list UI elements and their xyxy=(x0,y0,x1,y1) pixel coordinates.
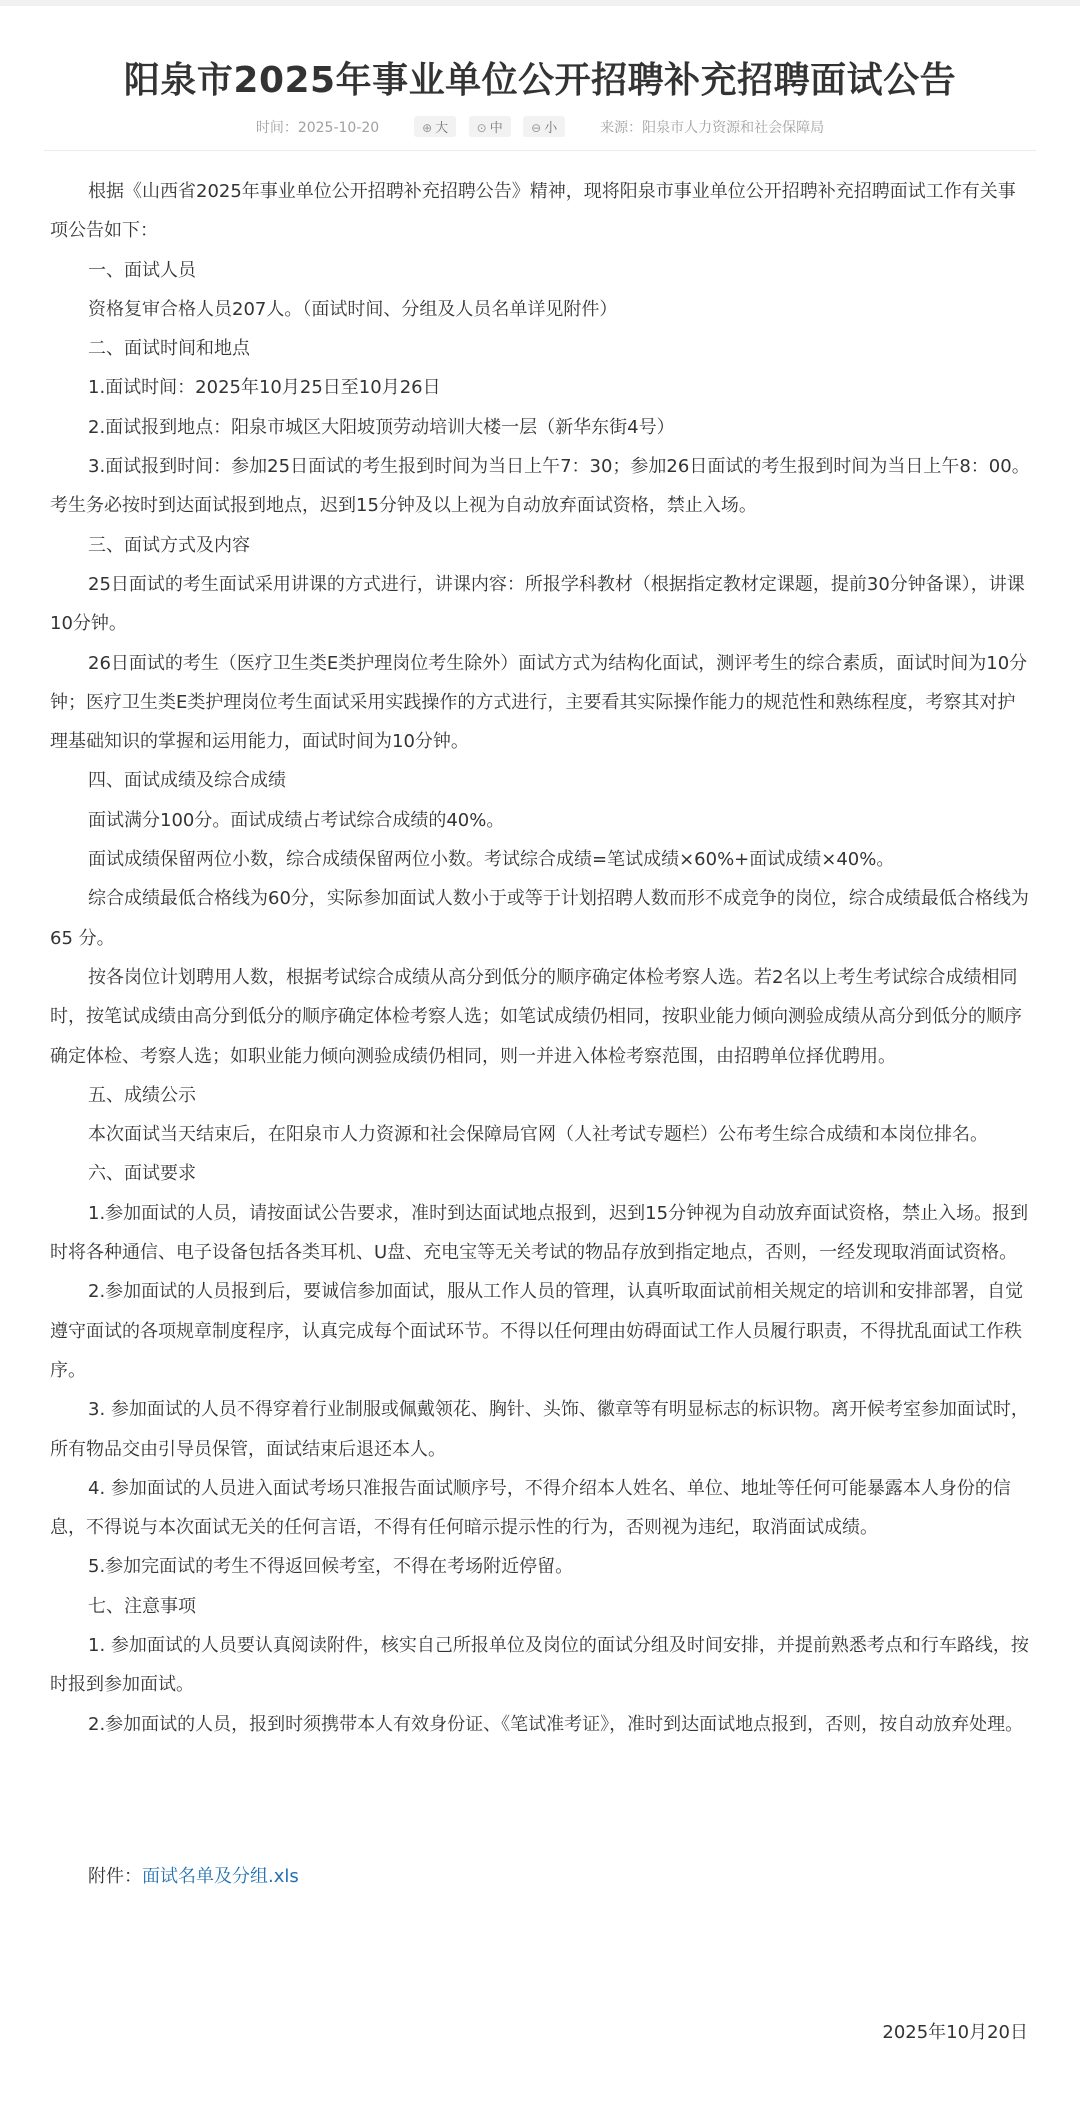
source-label: 来源： xyxy=(600,120,643,136)
paragraph: 2.参加面试的人员报到后，要诚信参加面试，服从工作人员的管理，认真听取面试前相关规定的培训和安排部署，自觉遵守面试的各项规章制度程序，认真完成每个面试环节。不得以任何理由妨碍面试工作人员履行职责，不得扰乱面试工作秩序。 xyxy=(50,1281,1024,1381)
font-size-large-label: 大 xyxy=(435,121,449,136)
paragraph: 3.面试报到时间：参加25日面试的考生报到时间为当日上午7：30；参加26日面试的考生报到时间为当日上午8：00。考生务必按时到达面试报到地点，迟到15分钟及以上视为自动放弃面试资格，禁止入场。 xyxy=(50,456,1030,517)
time-label: 时间： xyxy=(255,120,298,136)
font-size-medium-button[interactable] xyxy=(469,116,511,137)
attachment-row xyxy=(88,1862,299,1888)
time-value: 2025-10-20 xyxy=(297,120,380,136)
section-heading: 五、成绩公示 xyxy=(88,1084,196,1106)
section-heading: 七、注意事项 xyxy=(88,1595,196,1617)
attachment-link[interactable]: 面试名单及分组.xls xyxy=(142,1866,299,1887)
paragraph: 5.参加完面试的考生不得返回候考室，不得在考场附近停留。 xyxy=(88,1556,574,1578)
zoom-in-icon: ⊕ xyxy=(422,121,433,135)
section-heading: 二、面试时间和地点 xyxy=(88,338,250,360)
paragraph: 2.面试报到地点：阳泉市城区大阳坡顶劳动培训大楼一层（新华东街4号） xyxy=(88,416,675,438)
paragraph: 面试成绩保留两位小数，综合成绩保留两位小数。考试综合成绩=笔试成绩×60%+面试成绩×40%。 xyxy=(88,849,895,871)
font-size-small-label: 小 xyxy=(544,121,558,136)
section-heading: 四、面试成绩及综合成绩 xyxy=(88,770,286,792)
attachment-label: 附件： xyxy=(88,1866,142,1887)
zoom-out-icon: ⊖ xyxy=(531,121,542,135)
article-body xyxy=(50,172,1030,1744)
paragraph: 2.参加面试的人员，报到时须携带本人有效身份证、《笔试准考证》，准时到达面试地点报到，否则，按自动放弃处理。 xyxy=(88,1713,1024,1735)
paragraph: 1.面试时间：2025年10月25日至10月26日 xyxy=(88,377,441,399)
font-size-small-button[interactable] xyxy=(523,116,565,137)
source-value: 阳泉市人力资源和社会保障局 xyxy=(642,120,825,136)
paragraph: 4. 参加面试的人员进入面试考场只准报告面试顺序号，不得介绍本人姓名、单位、地址等任何可能暴露本人身份的信息，不得说与本次面试无关的任何言语，不得有任何暗示提示性的行为，否则视为违纪，取消面试成绩。 xyxy=(50,1477,1011,1539)
publish-date: 2025年10月20日 xyxy=(882,2022,1028,2043)
paragraph: 3. 参加面试的人员不得穿着行业制服或佩戴领花、胸针、头饰、徽章等有明显标志的标识物。离开候考室参加面试时，所有物品交由引导员保管，面试结束后退还本人。 xyxy=(50,1399,1029,1460)
article-meta xyxy=(0,116,1080,137)
paragraph: 面试满分100分。面试成绩占考试综合成绩的40%。 xyxy=(88,809,505,831)
paragraph: 根据《山西省2025年事业单位公开招聘补充招聘公告》精神，现将阳泉市事业单位公开招聘补充招聘面试工作有关事项公告如下： xyxy=(50,181,1016,242)
header-divider xyxy=(44,150,1036,151)
section-heading: 六、面试要求 xyxy=(88,1163,196,1185)
paragraph: 1. 参加面试的人员要认真阅读附件，核实自己所报单位及岗位的面试分组及时间安排，并提前熟悉考点和行车路线，按时报到参加面试。 xyxy=(50,1634,1029,1696)
paragraph: 本次面试当天结束后，在阳泉市人力资源和社会保障局官网（人社考试专题栏）公布考生综合成绩和本岗位排名。 xyxy=(88,1124,988,1146)
article-title: 阳泉市2025年事业单位公开招聘补充招聘面试公告 xyxy=(123,60,957,101)
paragraph: 26日面试的考生（医疗卫生类E类护理岗位考生除外）面试方式为结构化面试，测评考生的综合素质，面试时间为10分钟；医疗卫生类E类护理岗位考生面试采用实践操作的方式进行，主要看其实际操作能力的规范性和熟练程度，考察其对护理基础知识的掌握和运用能力，面试时间为10分钟。 xyxy=(50,652,1028,753)
paragraph: 25日面试的考生面试采用讲课的方式进行，讲课内容：所报学科教材（根据指定教材定课题，提前30分钟备课），讲课10分钟。 xyxy=(50,573,1025,635)
paragraph: 综合成绩最低合格线为60分，实际参加面试人数小于或等于计划招聘人数而形不成竞争的岗位，综合成绩最低合格线为65 分。 xyxy=(50,888,1029,949)
top-border xyxy=(0,0,1080,6)
section-heading: 一、面试人员 xyxy=(88,259,196,281)
font-size-large-button[interactable] xyxy=(414,116,456,137)
paragraph: 资格复审合格人员207人。（面试时间、分组及人员名单详见附件） xyxy=(88,298,618,320)
reset-icon: ⊙ xyxy=(476,121,487,135)
section-heading: 三、面试方式及内容 xyxy=(88,534,250,556)
paragraph: 按各岗位计划聘用人数，根据考试综合成绩从高分到低分的顺序确定体检考察人选。若2名以上考生考试综合成绩相同时，按笔试成绩由高分到低分的顺序确定体检考察人选；如笔试成绩仍相同，按职业能力倾向测验成绩从高分到低分的顺序确定体检、考察人选；如职业能力倾向测验成绩仍相同，则一并进入体检考察范围，由招聘单位择优聘用。 xyxy=(50,966,1022,1067)
paragraph: 1.参加面试的人员，请按面试公告要求，准时到达面试地点报到，迟到15分钟视为自动放弃面试资格，禁止入场。报到时将各种通信、电子设备包括各类耳机、U盘、充电宝等无关考试的物品存放到指定地点，否则，一经发现取消面试资格。 xyxy=(50,1202,1029,1264)
font-size-medium-label: 中 xyxy=(489,121,503,136)
